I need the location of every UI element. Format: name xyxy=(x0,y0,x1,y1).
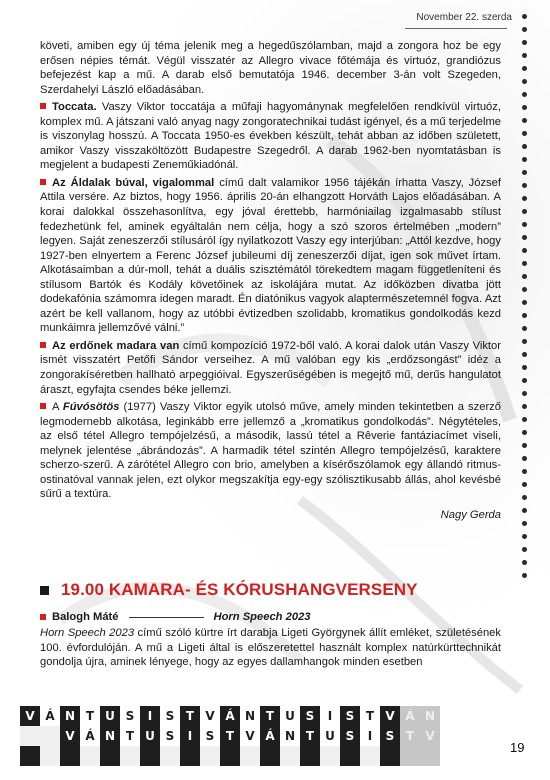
paragraph-fuvosotos: A Fúvósötös (1977) Vaszy Viktor egyik utolsó műve, amely minden tekintetben a szerző legmodernebb alkotása, leginkább erre jellemző a „kromatikus gondolkodás”. Négytételes, az első tétel Allegro tempójelzésű, a második, lassú tétel a Rêverie fantáziacímet viseli, melynek jelentése „ábrándozás”. A harmadik tétel szintén Allegro tempójelzésű, karaktere scherzo-szerű. A zárótétel Allegro con brio, amelyben a kísérőszólamok egy állandó ritmus-ostinatóval vannak jelen, ezt olykor megszakítja egy-egy szólisztikusabb állás, ahol kevésbé sűrű a textúra. xyxy=(40,401,502,501)
dot-icon xyxy=(522,326,527,331)
dot-icon xyxy=(522,14,527,19)
page-number: 19 xyxy=(510,740,525,755)
banner-letter: Á xyxy=(40,706,60,726)
banner-letter: V xyxy=(240,726,260,746)
banner-row-1 xyxy=(20,706,440,726)
dot-icon xyxy=(522,53,527,58)
banner-letter: T xyxy=(220,726,240,746)
banner-letter: V xyxy=(420,726,440,746)
banner-cell xyxy=(240,746,260,766)
banner-letter: S xyxy=(200,726,220,746)
dot-icon xyxy=(522,118,527,123)
banner-letter: Á xyxy=(80,726,100,746)
banner-letter: V xyxy=(60,726,80,746)
banner-cell xyxy=(160,746,180,766)
dot-icon xyxy=(522,92,527,97)
banner-cell xyxy=(20,726,40,746)
banner-letter: I xyxy=(320,706,340,726)
dot-icon xyxy=(522,404,527,409)
dot-icon xyxy=(522,183,527,188)
banner-letter: S xyxy=(300,706,320,726)
paragraph-erdonek: Az erdőnek madara van című kompozíció 1972-ből való. A korai dalok után Vaszy Viktor ismét visszatért Petőfi Sándor verseihez. A mű valóban egy kis „erdőzsongást” idéz a zongorakíséretben hallható arpeggióival. Egyszerűségében is megejtő mű, derűs hangulatot áraszt, egyfajta csendes béke jellemzi. xyxy=(40,339,501,396)
performer-description: Horn Speech 2023 című szóló kürtre írt darabja Ligeti Györgynek állít emléket, születésének 100. évfordulóján. A mű a Ligeti által is előszeretettel használt komplex natúrkürttechnikát gondolja újra, aminek lényege, hogy az egyes dallamhangok minden esetben xyxy=(40,627,501,669)
dot-icon xyxy=(522,378,527,383)
dot-icon xyxy=(522,547,527,552)
author-signature: Nagy Gerda xyxy=(440,508,501,521)
banner-row-3 xyxy=(20,746,440,766)
banner-cell xyxy=(100,746,120,766)
dash-rule xyxy=(129,617,204,618)
dot-icon xyxy=(522,27,527,32)
banner-row-2 xyxy=(20,726,440,746)
dot-icon xyxy=(522,196,527,201)
banner-letter: T xyxy=(400,726,420,746)
dot-icon xyxy=(522,534,527,539)
paragraph-intro: követi, amiben egy új téma jelenik meg a hegedűszólamban, majd a zongora hoz be egy erősen népies témát. Végül visszatér az Allegro vivace főtémája és virtuóz, grandiózus befejezést kap a mű. A darab első bemutatója 1946. december 3-án volt Szegeden, Szerdahelyi László előadásában. xyxy=(40,40,501,96)
banner-cell xyxy=(20,746,40,766)
banner-cell xyxy=(180,746,200,766)
banner-letter: S xyxy=(120,706,140,726)
dot-icon xyxy=(522,521,527,526)
banner-letter: S xyxy=(340,726,360,746)
banner-letter: U xyxy=(280,706,300,726)
dot-icon xyxy=(522,352,527,357)
banner-cell xyxy=(220,746,240,766)
banner-cell xyxy=(80,746,100,766)
dot-icon xyxy=(522,508,527,513)
banner-letter: T xyxy=(260,706,280,726)
dot-icon xyxy=(522,131,527,136)
banner-letter: N xyxy=(60,706,80,726)
banner-cell xyxy=(40,726,60,746)
header-rule xyxy=(405,28,507,29)
dot-icon xyxy=(522,287,527,292)
banner-letter: V xyxy=(380,706,400,726)
dot-icon xyxy=(522,261,527,266)
dot-icon xyxy=(522,365,527,370)
banner-letter: Á xyxy=(260,726,280,746)
dot-icon xyxy=(522,560,527,565)
dot-icon xyxy=(522,313,527,318)
banner-letter: T xyxy=(120,726,140,746)
banner-cell xyxy=(140,746,160,766)
red-bullet-icon xyxy=(40,403,46,409)
red-bullet-icon xyxy=(40,342,46,348)
red-bullet-icon xyxy=(40,614,46,620)
dot-icon xyxy=(522,248,527,253)
dot-icon xyxy=(522,105,527,110)
banner-letter: N xyxy=(240,706,260,726)
banner-letter: N xyxy=(100,726,120,746)
paragraph-aldalak: Az Áldalak búval, vigalommal című dalt valamikor 1956 tájékán írhatta Vaszy, József Attila versére. Az biztos, hogy 1956. április 20-án elhangzott Horváth Lajos előadásában. A korai dalokkal összehasonlítva, egy jóval érettebb, harmóniailag izgalmasabb stílust fedezhetünk fel, aminek egyáltalán nem célja, hogy a szó szoros értelmében „modern” legyen. Saját zeneszerzői stílusáról így nyilatkozott Vaszy egy interjúban: „Attól kezdve, hogy 1927-ben elnyertem a Ferenc József jubileumi díj zeneszerzői díjat, igen sok művet írtam. Alkotásaimban a dúr-moll, tehát a duális szisztémától törekedtem magam függetleníteni és stílusom Bartók és Kodály követőinek az iskolájára mutat. Az időközben divatba jött dodekafónia számomra idegen maradt. Én diatónikus vagyok alaptermészetemnél fogva. Azt azért be kell vallanom, hogy az utóbbi évtizedben szolidabb, kromatikus gondolkodás kezd munkáimra jellemzővé válni.” xyxy=(40,176,501,335)
banner-letter: T xyxy=(360,706,380,726)
banner-letter: N xyxy=(280,726,300,746)
banner-cell xyxy=(340,746,360,766)
dot-icon xyxy=(522,79,527,84)
banner-letter: U xyxy=(100,706,120,726)
dot-icon xyxy=(522,235,527,240)
performer-line xyxy=(40,611,501,623)
banner-letter: I xyxy=(360,726,380,746)
banner-letter: V xyxy=(200,706,220,726)
banner-letter: S xyxy=(380,726,400,746)
banner-cell xyxy=(380,746,400,766)
banner-cell xyxy=(200,746,220,766)
dot-icon xyxy=(522,170,527,175)
dot-icon xyxy=(522,573,527,578)
dot-icon xyxy=(522,157,527,162)
dot-icon xyxy=(522,456,527,461)
dot-icon xyxy=(522,339,527,344)
banner-letter: I xyxy=(140,706,160,726)
dot-icon xyxy=(522,274,527,279)
banner-letter: U xyxy=(320,726,340,746)
dot-icon xyxy=(522,300,527,305)
banner-cell xyxy=(280,746,300,766)
section-heading: 19.00 KAMARA- ÉS KÓRUSHANGVERSENY xyxy=(40,580,418,600)
paragraph-toccata: Toccata. Vaszy Viktor toccatája a műfaji hagyománynak megfelelően rendkívül virtuóz, komplex mű. A játszani való anyag nagy zongoratechnikai tudást igényel, és a mű terjedelme is viszonylag hosszú. A Toccata 1950-es években készült, tehát abban az időben született, amikor Vaszy visszaköltözött Budapestre Szegedről. A darab 1962-ben nyomtatásban is megjelent a budapesti Zeneműkiadónál. xyxy=(40,101,501,172)
banner-letter: S xyxy=(340,706,360,726)
banner-letter: S xyxy=(160,706,180,726)
banner-letter: I xyxy=(180,726,200,746)
red-bullet-icon xyxy=(40,103,46,109)
banner-cell xyxy=(120,746,140,766)
banner-letter: S xyxy=(160,726,180,746)
banner-cell xyxy=(400,746,420,766)
dot-icon xyxy=(522,430,527,435)
banner-cell xyxy=(420,746,440,766)
banner-letter: U xyxy=(140,726,160,746)
banner-letter: V xyxy=(20,706,40,726)
article-body xyxy=(40,39,501,523)
dot-icon xyxy=(522,443,527,448)
banner-cell xyxy=(60,746,80,766)
banner-cell xyxy=(260,746,280,766)
dot-icon xyxy=(522,482,527,487)
red-bullet-icon xyxy=(40,179,46,185)
dot-icon xyxy=(522,469,527,474)
dot-icon xyxy=(522,209,527,214)
banner-cell xyxy=(300,746,320,766)
dot-icon xyxy=(522,40,527,45)
banner-letter: T xyxy=(80,706,100,726)
dot-icon xyxy=(522,391,527,396)
banner-cell xyxy=(360,746,380,766)
banner-letter: N xyxy=(420,706,440,726)
banner-cell xyxy=(40,746,60,766)
dot-icon xyxy=(522,66,527,71)
banner-letter: T xyxy=(300,726,320,746)
header-date: November 22. szerda xyxy=(416,12,512,23)
performer-name: Balogh Máté xyxy=(52,611,119,623)
banner-cell xyxy=(320,746,340,766)
footer-checker-banner xyxy=(20,706,440,766)
dot-icon xyxy=(522,417,527,422)
banner-letter: Á xyxy=(400,706,420,726)
banner-letter: Á xyxy=(220,706,240,726)
banner-letter: T xyxy=(180,706,200,726)
dot-icon xyxy=(522,144,527,149)
side-dot-column xyxy=(522,14,530,586)
dot-icon xyxy=(522,495,527,500)
work-title: Horn Speech 2023 xyxy=(213,611,311,623)
black-square-icon xyxy=(40,586,49,595)
dot-icon xyxy=(522,222,527,227)
